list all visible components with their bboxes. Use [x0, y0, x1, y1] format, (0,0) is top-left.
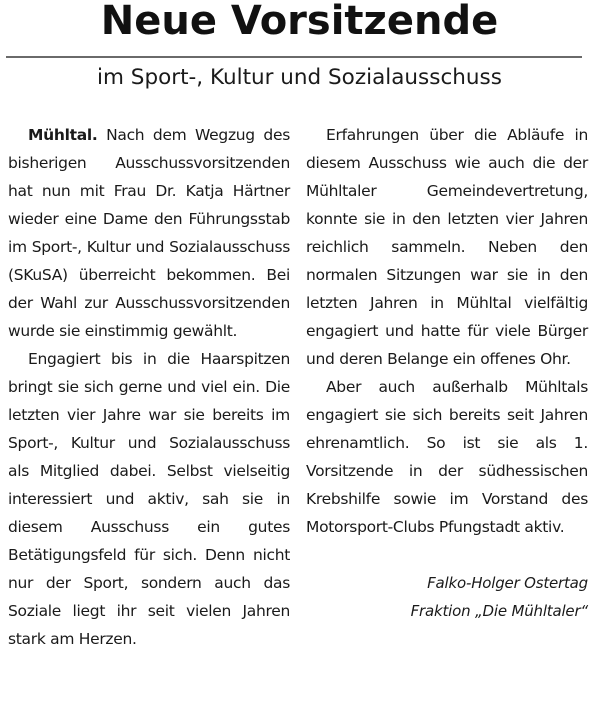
headline-divider — [6, 56, 582, 58]
author-name: Falko-Holger Ostertag — [427, 574, 588, 592]
author-affiliation: Fraktion „Die Mühltaler“ — [410, 602, 588, 620]
paragraph-1-text: Nach dem Wegzug des bisherigen Ausschussvorsitzenden hat nun mit Frau Dr. Katja Härtner wieder eine Dame den Führungsstab im Sport-, Kultur und Sozialausschuss (SKuSA) überreicht bekommen. Bei der Wahl zur Ausschussvorsitzenden wurde sie einstimmig gewählt. — [8, 126, 290, 340]
article-paragraph-3: Erfahrungen über die Abläufe in diesem Ausschuss wie auch die der Mühltaler Gemeindevertretung, konnte sie in den letzten vier Jahren reichlich sammeln. Neben den normalen Sitzungen war sie in den letzten Jahren in Mühltal vielfältig engagiert und hatte für viele Bürger und deren Belange ein offenes Ohr. — [306, 126, 588, 368]
signature-block — [306, 569, 588, 625]
dateline: Mühltal. — [28, 126, 98, 144]
subheadline: im Sport-, Kultur und Sozialausschuss — [97, 65, 502, 90]
article-paragraph-2: Engagiert bis in die Haarspitzen bringt sie sich gerne und viel ein. Die letzten vier Jahre war sie bereits im Sport-, Kultur und Sozialausschuss als Mitglied dabei. Selbst vielseitig interessiert und aktiv, sah sie in diesem Ausschuss ein gutes Betätigungsfeld für sich. Denn nicht nur der Sport, sondern auch das Soziale liegt ihr seit vielen Jahren stark am Herzen. — [8, 350, 290, 648]
article-column-right — [306, 121, 588, 625]
article-paragraph-1 — [8, 121, 290, 345]
headline: Neue Vorsitzende — [100, 0, 499, 44]
article-paragraph-4: Aber auch außerhalb Mühltals engagiert sie sich bereits seit Jahren ehrenamtlich. So ist sie als 1. Vorsitzende in der südhessischen Krebshilfe sowie im Vorstand des Motorsport-Clubs Pfungstadt aktiv. — [306, 378, 588, 536]
article-column-left — [8, 121, 290, 653]
